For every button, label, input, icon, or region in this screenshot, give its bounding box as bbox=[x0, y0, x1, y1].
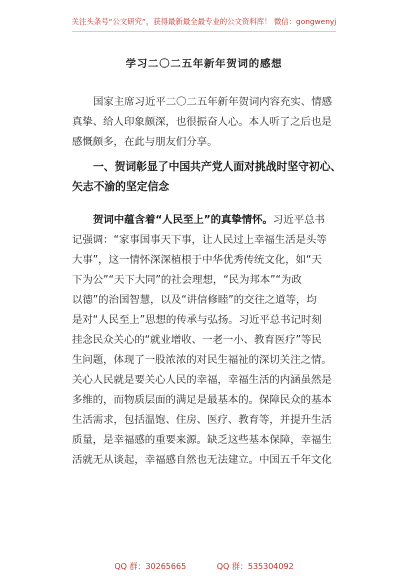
body-paragraph-3 bbox=[72, 370, 338, 470]
lead-line-rest: 习近平总书 bbox=[272, 214, 325, 226]
para-line: 以德”的治国智慧，以及“讲信修睦”的交往之道等，均 bbox=[72, 294, 317, 306]
document-title: 学习二〇二五年新年贺词的感想 bbox=[125, 58, 283, 70]
para-line: 下为公”“天下大同”的社会理想，“民为邦本”“为政 bbox=[72, 274, 302, 286]
footer-contacts bbox=[0, 561, 408, 572]
heading-line: 矢志不渝的坚定信念 bbox=[72, 180, 170, 193]
header-banner: 关注头条号“公文研究”，获得最新最全最专业的公文资料库！ 微信：gongwenyj bbox=[71, 17, 337, 26]
para-line bbox=[72, 210, 338, 230]
body-paragraph-2 bbox=[72, 210, 338, 370]
intro-line: 真挚、给人印象颇深，也很振奋人心。本人听了之后也是 bbox=[72, 116, 332, 128]
section-heading-1 bbox=[72, 157, 342, 197]
para-line: 是对“人民至上”思想的传承与弘扬。习近平总书记时刻 bbox=[72, 314, 322, 326]
intro-paragraph bbox=[72, 92, 338, 152]
para-line: 多维的，而物质层面的满足是最基本的。保障民众的基本 bbox=[72, 394, 332, 406]
para-line: 记强调：“家事国事天下事，让人民过上幸福生活是头等 bbox=[72, 234, 327, 246]
para-line: 挂念民众关心的“就业增收、一老一小、教育医疗”等民 bbox=[72, 334, 322, 346]
bold-lead-sentence: 贺词中蕴含着“人民至上”的真挚情怀。 bbox=[93, 214, 273, 226]
heading-line: 一、贺词彰显了中国共产党人面对挑战时坚守初心、 bbox=[93, 160, 342, 173]
para-line: 生活需求，包括温饱、住房、医疗、教育等，并提升生活 bbox=[72, 414, 332, 426]
para-line: 生问题，体现了一股浓浓的对民生福祉的深切关注之情。 bbox=[72, 354, 332, 366]
footer-qq-group-2: QQ 群：535304092 bbox=[216, 562, 294, 571]
header-divider bbox=[72, 31, 336, 32]
para-line: 质量，是幸福感的重要来源。缺乏这些基本保障，幸福生 bbox=[72, 434, 332, 446]
intro-line: 国家主席习近平二〇二五年新年贺词内容充实、情感 bbox=[93, 96, 332, 108]
para-line: 关心人民就是要关心人民的幸福，幸福生活的内涵虽然是 bbox=[72, 374, 332, 386]
para-line: 大事”，这一情怀深深植根于中华优秀传统文化，如“天 bbox=[72, 254, 322, 266]
footer-qq-group-1: QQ 群：30265665 bbox=[114, 562, 187, 571]
intro-line: 感慨颇多，在此与朋友们分享。 bbox=[72, 136, 218, 148]
para-line: 活就无从谈起，幸福感自然也无法建立。中国五千年文化 bbox=[72, 454, 332, 466]
